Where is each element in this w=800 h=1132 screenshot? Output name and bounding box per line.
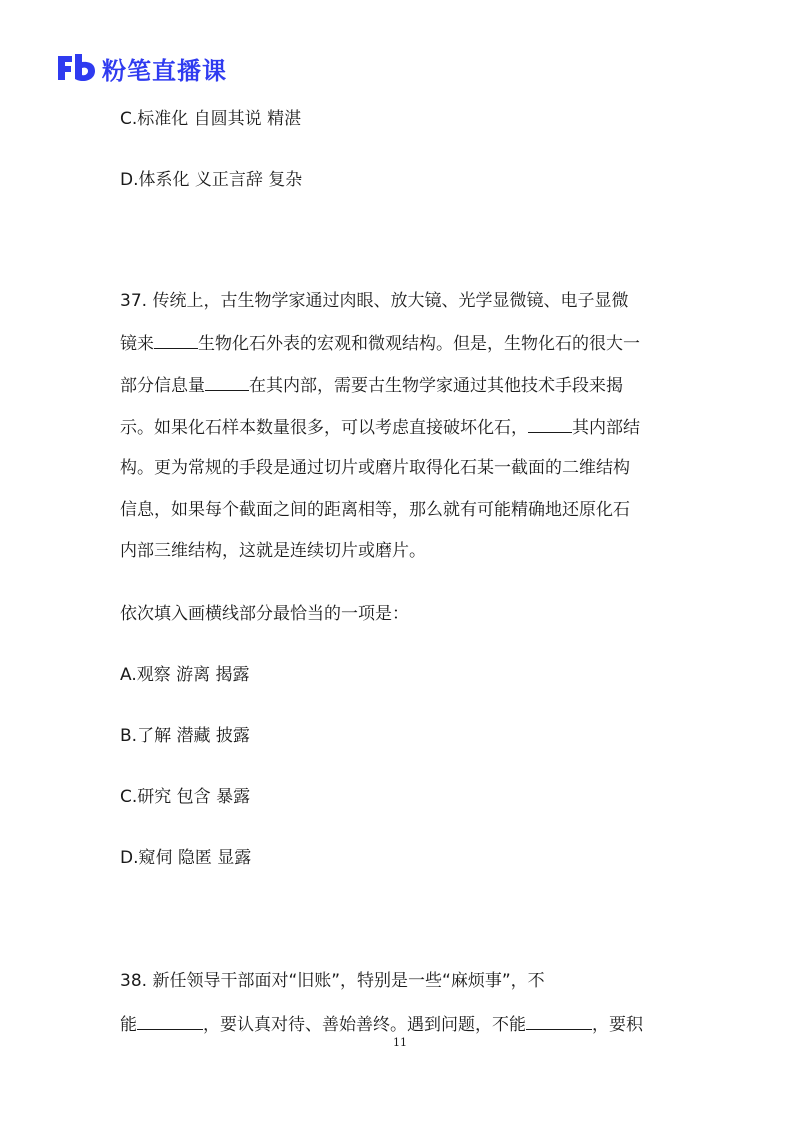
fb-logo-icon <box>56 52 96 84</box>
q37-option-c: C.研究 包含 暴露 <box>120 787 251 807</box>
q37-line-5: 构。更为常规的手段是通过切片或磨片取得化石某一截面的二维结构 <box>120 458 630 478</box>
q37-line-1: 37. 传统上，古生物学家通过肉眼、放大镜、光学显微镜、电子显微 <box>120 291 629 311</box>
q37-line-6: 信息，如果每个截面之间的距离相等，那么就有可能精确地还原化石 <box>120 500 630 520</box>
q37-line-3: 部分信息量 在其内部，需要古生物学家通过其他技术手段来揭 <box>120 372 623 398</box>
prev-option-d: D.体系化 义正言辞 复杂 <box>120 170 303 190</box>
answer-blank <box>528 414 572 433</box>
answer-blank <box>154 330 198 349</box>
q37-option-a: A.观察 游离 揭露 <box>120 665 250 685</box>
q37-line-4: 示。如果化石样本数量很多，可以考虑直接破坏化石， 其内部结 <box>120 414 640 440</box>
q38-line-1: 38. 新任领导干部面对“旧账”，特别是一些“麻烦事”，不 <box>120 971 545 991</box>
brand-name: 粉笔直播课 <box>102 56 227 85</box>
q37-prompt: 依次填入画横线部分最恰当的一项是： <box>120 604 409 624</box>
q38-line-2: 能 ，要认真对待、善始善终。遇到问题，不能 ，要积 <box>120 1011 643 1037</box>
page-number: 11 <box>393 1036 407 1049</box>
q37-line-7: 内部三维结构，这就是连续切片或磨片。 <box>120 541 426 561</box>
q37-line-2: 镜来 生物化石外表的宏观和微观结构。但是，生物化石的很大一 <box>120 330 640 356</box>
header <box>56 50 227 86</box>
q37-option-b: B.了解 潜藏 披露 <box>120 726 250 746</box>
answer-blank <box>526 1011 592 1030</box>
prev-option-c: C.标准化 自圆其说 精湛 <box>120 109 302 129</box>
answer-blank <box>137 1011 203 1030</box>
q37-option-d: D.窥伺 隐匿 显露 <box>120 848 252 868</box>
answer-blank <box>205 372 249 391</box>
